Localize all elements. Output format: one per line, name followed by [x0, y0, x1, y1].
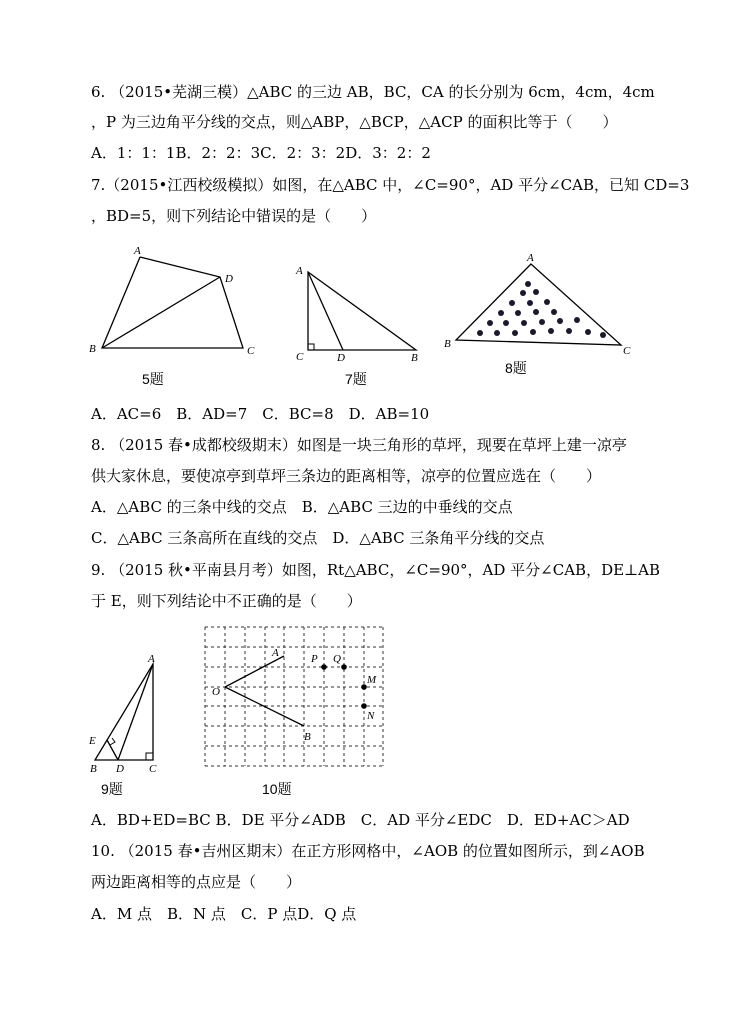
vertex-label-a: A [134, 245, 141, 257]
point-label-p: P [311, 653, 318, 665]
diagonal-bd [102, 277, 220, 348]
q6-stem-line2: ，P 为三边角平分线的交点，则△ABP，△BCP，△ACP 的面积比等于（ ） [91, 113, 618, 131]
vertex-label-a: A [148, 653, 155, 665]
point-label-q: Q [333, 653, 341, 665]
vertex-label-d: D [225, 273, 233, 285]
q9-stem-line2: 于 E，则下列结论中不正确的是（ ） [91, 592, 362, 610]
point-m [361, 684, 367, 690]
grass-tuft-icons [477, 281, 606, 338]
triangle-acb [308, 272, 416, 350]
q10-stem-line1: 10. （2015 春•吉州区期末）在正方形网格中，∠AOB 的位置如图所示，到∠AOB [91, 842, 645, 860]
q8-options-cd: C．△ABC 三条高所在直线的交点 D．△ABC 三条角平分线的交点 [91, 529, 545, 547]
figure-5-quadrilateral [85, 240, 265, 365]
figure-10-caption: 10题 [262, 781, 292, 797]
vertex-label-c: C [247, 345, 255, 357]
q6-options: A．1：1：1B．2：2：3C．2：3：2D．3：2：2 [91, 144, 431, 162]
figure-8-caption: 8题 [505, 360, 527, 376]
q10-stem-line2: 两边距离相等的点应是（ ） [91, 873, 302, 891]
vertex-label-b: B [411, 352, 418, 364]
vertex-label-c: C [149, 763, 157, 775]
vertex-label-b: B [444, 338, 451, 350]
figure-5-caption: 5题 [142, 371, 164, 387]
figure-8-lawn-triangle [440, 248, 640, 363]
q9-options: A．BD+ED=BC B．DE 平分∠ADB C．AD 平分∠EDC D．ED+AC＞AD [91, 811, 630, 829]
q7-stem-line1: 7.（2015•江西校级模拟）如图，在△ABC 中，∠C=90°，AD 平分∠CAB，已知 CD=3 [91, 176, 690, 194]
dashed-grid-lines [205, 627, 383, 766]
q7-stem-line2: ，BD=5，则下列结论中错误的是（ ） [91, 207, 377, 225]
vertex-label-a: A [296, 265, 303, 277]
point-n [361, 703, 367, 709]
vertex-label-b: B [90, 763, 97, 775]
vertex-label-b: B [89, 343, 96, 355]
q6-stem-line1: 6. （2015•芜湖三模）△ABC 的三边 AB，BC，CA 的长分别为 6cm，4cm，4cm [91, 83, 655, 101]
figure-9-right-triangle [85, 652, 170, 777]
vertex-label-c: C [296, 351, 304, 363]
figure-9-caption: 9题 [101, 781, 123, 797]
right-angle-mark-e [110, 738, 115, 745]
bisector-ad [308, 272, 343, 350]
point-label-a: A [272, 647, 279, 659]
vertex-label-e: E [89, 735, 96, 747]
point-label-m: M [367, 674, 377, 686]
right-angle-mark-c [146, 753, 153, 760]
vertex-label-a: A [527, 252, 534, 264]
figure-7-right-triangle [290, 260, 430, 365]
vertex-label-d: D [337, 352, 345, 364]
figure-10-square-grid [195, 620, 390, 770]
q7-options: A．AC=6 B．AD=7 C．BC=8 D．AB=10 [91, 405, 430, 423]
vertex-label-c: C [623, 345, 631, 357]
q9-stem-line1: 9. （2015 秋•平南县月考）如图，Rt△ABC，∠C=90°，AD 平分∠CAB，DE⊥AB [91, 561, 661, 579]
point-label-b: B [304, 731, 311, 743]
quadrilateral-abcd [102, 257, 243, 348]
triangle-abc [95, 664, 153, 760]
right-angle-mark [308, 344, 314, 350]
q8-stem-line1: 8. （2015 春•成都校级期末）如图是一块三角形的草坪，现要在草坪上建一凉亭 [91, 436, 627, 454]
point-label-n: N [367, 710, 375, 722]
q10-options: A．M 点 B．N 点 C．P 点D．Q 点 [91, 905, 357, 923]
point-p [321, 664, 327, 670]
figure-7-caption: 7题 [345, 371, 367, 387]
point-label-o: O [212, 686, 220, 698]
q8-stem-line2: 供大家休息，要使凉亭到草坪三条边的距离相等，凉亭的位置应选在（ ） [91, 467, 602, 485]
vertex-label-d: D [116, 763, 124, 775]
ray-oa [225, 656, 284, 687]
point-q [341, 664, 347, 670]
q8-options-ab: A．△ABC 的三条中线的交点 B．△ABC 三边的中垂线的交点 [91, 498, 513, 516]
